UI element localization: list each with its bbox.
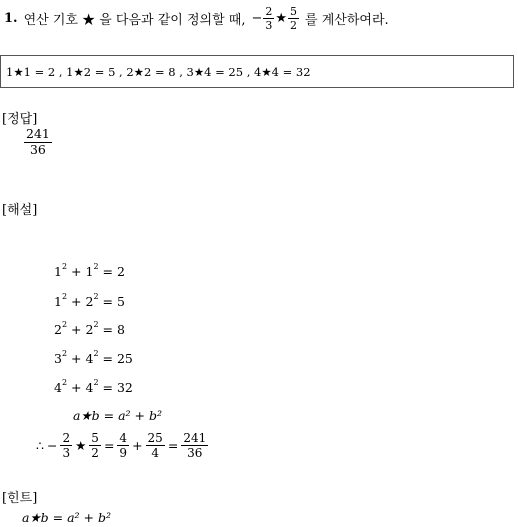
explanation-general-formula: a★b = a² + b²: [73, 408, 162, 423]
expr-frac1-num: 2: [265, 5, 273, 18]
answer-label: [정답]: [2, 112, 38, 127]
expr-frac2-num: 5: [290, 5, 298, 18]
expr-frac1-den: 3: [265, 19, 273, 32]
conc-frac-2: $\frac{5}{2}$: [91, 431, 99, 460]
explanation-line-3: $2^2 + 2^2 = 8$: [54, 320, 125, 337]
conc-frac-5: $\frac{241}{36}$: [183, 431, 207, 460]
given-text: 1★1 = 2 , 1★2 = 5 , 2★2 = 8 , 3★4 = 25 , 4★4 = 32: [6, 65, 311, 79]
question-number: 1.: [4, 11, 18, 26]
hint-label: [힌트]: [2, 491, 38, 506]
hint-formula: a★b = a² + b²: [22, 510, 111, 525]
explanation-label: [해설]: [2, 203, 38, 218]
expr-fraction-2: [288, 6, 299, 31]
question-line: [4, 6, 389, 31]
explanation-line-4: $3^2 + 4^2 = 25$: [54, 349, 133, 366]
expr-frac2-den: 2: [290, 19, 298, 32]
star-icon: ★: [75, 438, 87, 453]
conc-frac-1: $\frac{2}{3}$: [62, 431, 71, 460]
conc-frac-4: $\frac{25}{4}$: [147, 431, 163, 460]
explanation-conclusion: ∴ − $\frac{2}{3}$ ★ $\frac{5}{2}$ = $\frac{4}{9}$ + $\frac{25}{4}$ = $\frac{241}{36}$: [36, 431, 207, 460]
expr-fraction-1: [263, 6, 274, 31]
question-text-after: 를 계산하여라.: [305, 13, 389, 28]
question-text-before: 연산 기호 ★ 을 다음과 같이 정의할 때,: [23, 13, 246, 28]
answer-den: 36: [29, 141, 46, 157]
question-expression: [251, 6, 299, 31]
explanation-line-1: $1^2 + 1^2 = 2$: [54, 262, 125, 279]
star-icon: ★: [275, 11, 288, 26]
therefore-symbol: ∴: [36, 438, 44, 453]
expr-sign: −: [251, 11, 263, 26]
explanation-line-2: $1^2 + 2^2 = 5$: [54, 292, 125, 309]
conc-frac-3: $\frac{4}{9}$: [119, 431, 128, 460]
explanation-line-5: $4^2 + 4^2 = 32$: [54, 378, 133, 395]
answer-num: 241: [26, 126, 50, 141]
answer-fraction: [24, 128, 52, 156]
